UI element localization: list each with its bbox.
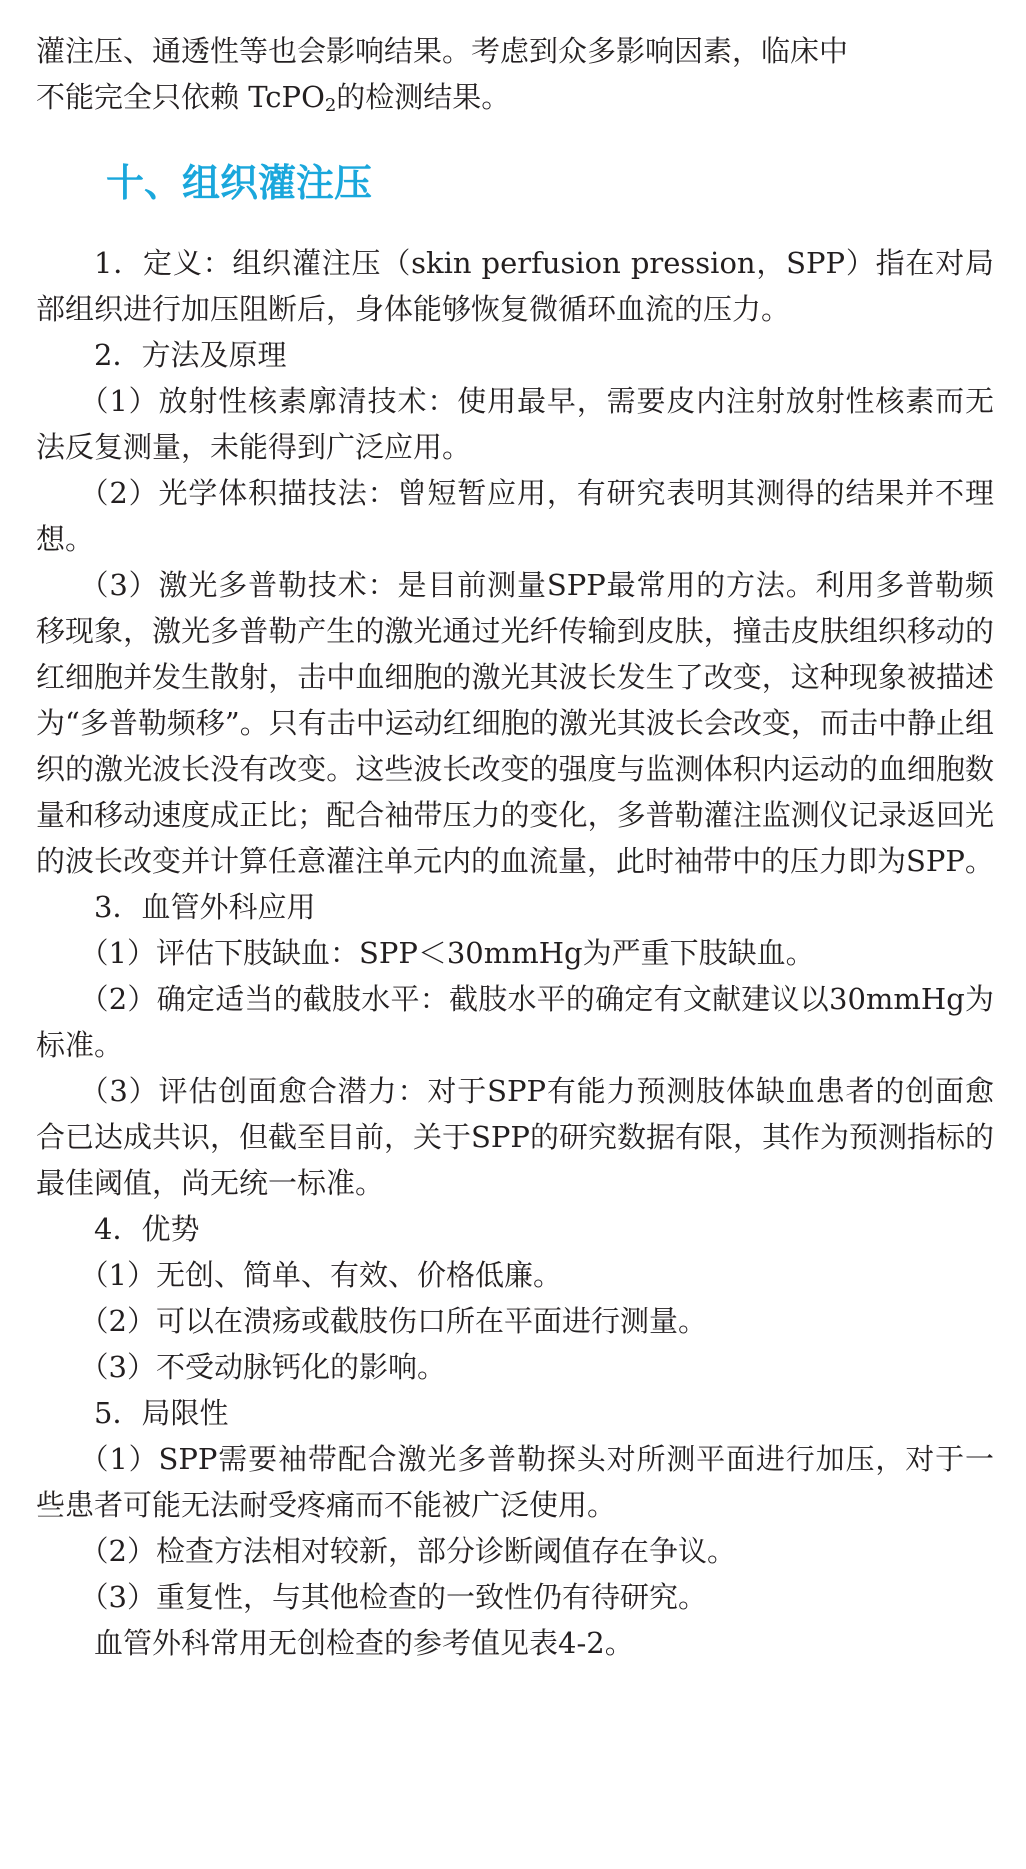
intro-line-2-start: 不能完全只依赖 TcPO xyxy=(36,80,325,114)
advantage-item-3: （3）不受动脉钙化的影响。 xyxy=(79,1350,446,1384)
subheading-method: 2．方法及原理 xyxy=(94,338,287,372)
limitation-item-1: （1）SPP需要袖带配合激光多普勒探头对所测平面进行加压，对于一些患者可能无法耐受疼痛而不能被广泛使用。 xyxy=(36,1442,994,1522)
subheading-advantages: 4．优势 xyxy=(94,1212,200,1246)
page-content xyxy=(36,28,994,1666)
advantage-item-2: （2）可以在溃疡或截肢伤口所在平面进行测量。 xyxy=(79,1304,707,1338)
limitation-item-2: （2）检查方法相对较新，部分诊断阈值存在争议。 xyxy=(79,1534,736,1568)
advantage-item-1: （1）无创、简单、有效、价格低廉。 xyxy=(79,1258,562,1292)
limitation-item-3: （3）重复性，与其他检查的一致性仍有待研究。 xyxy=(79,1580,707,1614)
application-item-1: （1）评估下肢缺血：SPP＜30mmHg为严重下肢缺血。 xyxy=(79,936,815,970)
method-item-3: （3）激光多普勒技术：是目前测量SPP最常用的方法。利用多普勒频移现象，激光多普勒产生的激光通过光纤传输到皮肤，撞击皮肤组织移动的红细胞并发生散射，击中血细胞的激光其波长发生了改变，这种现象被描述为“多普勒频移”。只有击中运动红细胞的激光其波长会改变，而击中静止组织的激光波长没有改变。这些波长改变的强度与监测体积内运动的血细胞数量和移动速度成正比；配合袖带压力的变化，多普勒灌注监测仪记录返回光的波长改变并计算任意灌注单元内的血流量，此时袖带中的压力即为SPP。 xyxy=(36,568,994,878)
intro-line-1: 灌注压、通透性等也会影响结果。考虑到众多影响因素，临床中 xyxy=(36,34,849,68)
subheading-application: 3．血管外科应用 xyxy=(94,890,316,924)
table-reference: 血管外科常用无创检查的参考值见表4-2。 xyxy=(94,1626,634,1660)
application-item-3: （3）评估创面愈合潜力：对于SPP有能力预测肢体缺血患者的创面愈合已达成共识，但截至目前，关于SPP的研究数据有限，其作为预测指标的最佳阈值，尚无统一标准。 xyxy=(36,1074,994,1200)
intro-subscript: 2 xyxy=(324,95,337,116)
intro-paragraph xyxy=(36,28,994,120)
definition-paragraph: 1．定义：组织灌注压（skin perfusion pression，SPP）指在对局部组织进行加压阻断后，身体能够恢复微循环血流的压力。 xyxy=(36,246,994,326)
method-item-1: （1）放射性核素廓清技术：使用最早，需要皮内注射放射性核素而无法反复测量，未能得到广泛应用。 xyxy=(36,384,994,464)
intro-line-2-end: 的检测结果。 xyxy=(336,80,511,114)
method-item-2: （2）光学体积描技法：曾短暂应用，有研究表明其测得的结果并不理想。 xyxy=(36,476,994,556)
application-item-2: （2）确定适当的截肢水平：截肢水平的确定有文献建议以30mmHg为标准。 xyxy=(36,982,994,1062)
subheading-limitations: 5．局限性 xyxy=(94,1396,229,1430)
section-title: 十、组织灌注压 xyxy=(106,161,373,205)
